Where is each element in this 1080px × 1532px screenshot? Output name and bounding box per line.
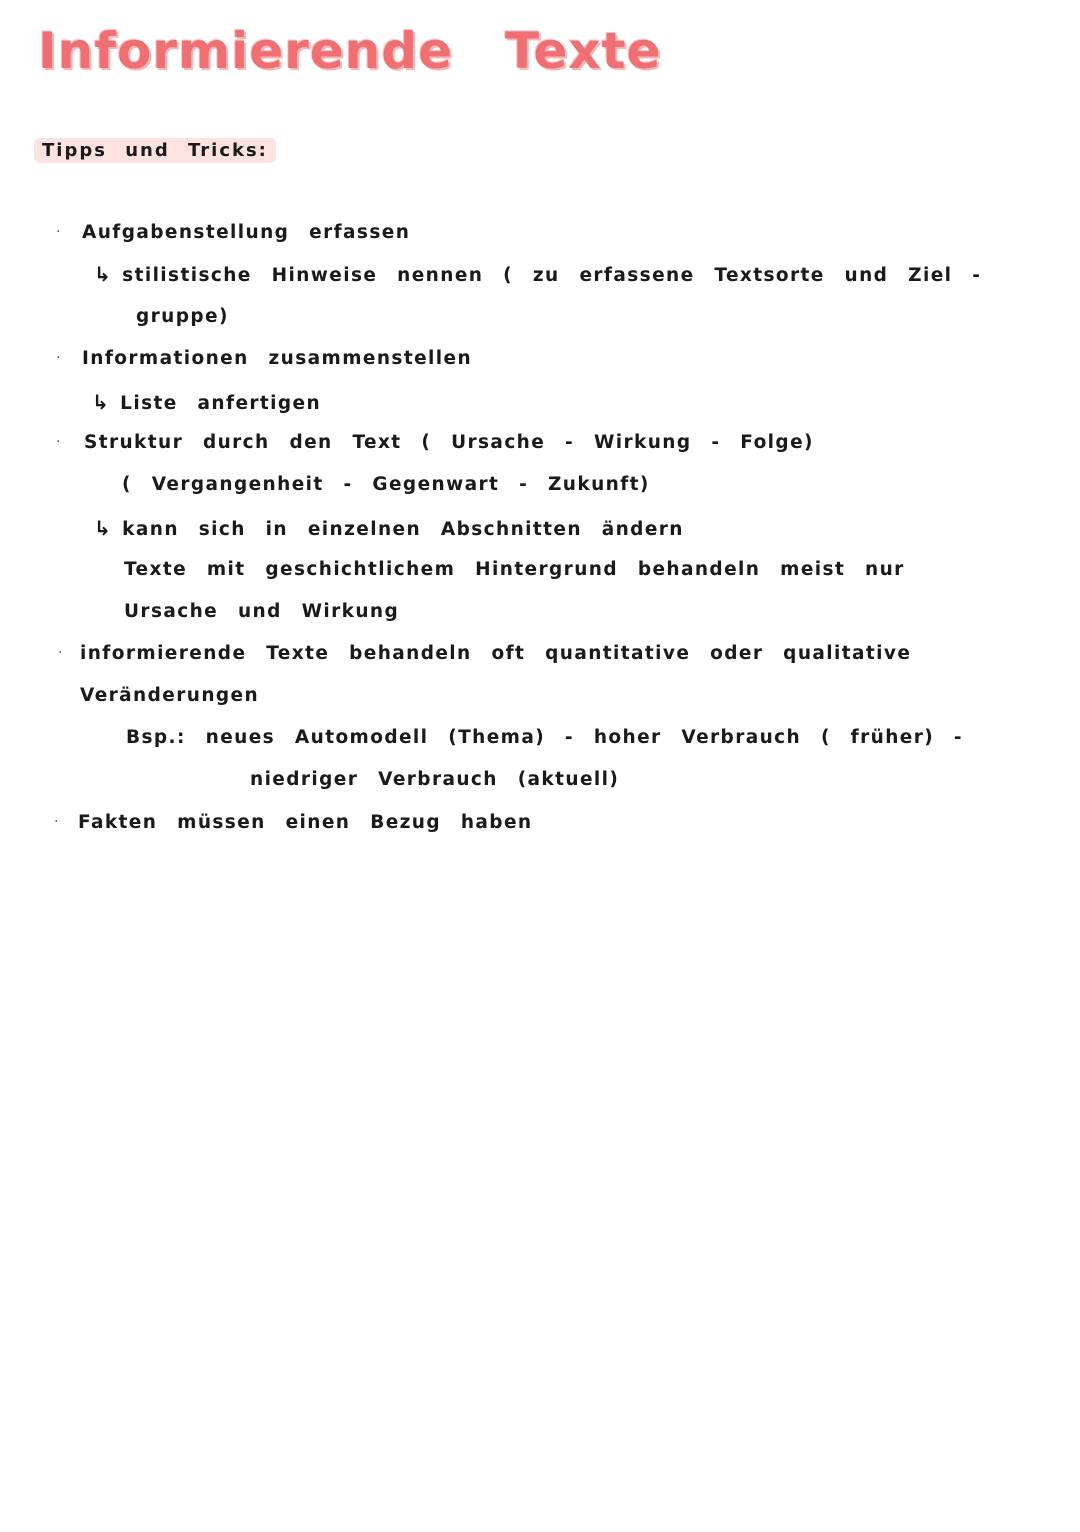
bullet-4: · [58, 645, 63, 661]
arrow-icon: ↳ [94, 262, 113, 286]
text-line-5 [92, 390, 321, 414]
text-line-15: Fakten müssen einen Bezug haben [78, 812, 533, 833]
page-title [38, 22, 661, 80]
text-line-2-content: stilistische Hinweise nennen ( zu erfassene Textsorte und Ziel - [122, 265, 982, 286]
arrow-icon: ↳ [92, 390, 111, 414]
bullet-3: · [56, 434, 61, 450]
text-line-13: Bsp.: neues Automodell (Thema) - hoher Verbrauch ( früher) - [126, 727, 964, 748]
text-line-6: Struktur durch den Text ( Ursache - Wirkung - Folge) [84, 432, 814, 453]
text-line-3: gruppe) [136, 306, 229, 327]
text-line-4: Informationen zusammenstellen [82, 348, 473, 369]
text-line-14: niedriger Verbrauch (aktuell) [250, 769, 620, 790]
text-line-9: Texte mit geschichtlichem Hintergrund behandeln meist nur [124, 559, 905, 580]
subtitle-tips: Tipps und Tricks: [34, 138, 276, 163]
text-line-8-content: kann sich in einzelnen Abschnitten ändern [122, 519, 684, 540]
text-line-2 [94, 262, 981, 286]
text-line-1: Aufgabenstellung erfassen [82, 222, 411, 243]
text-line-5-content: Liste anfertigen [120, 393, 322, 414]
title-word-2: Texte [504, 22, 662, 80]
bullet-2: · [56, 350, 61, 366]
title-word-1: Informierende [38, 22, 453, 80]
bullet-1: · [56, 224, 61, 240]
text-line-12: Veränderungen [80, 685, 260, 706]
bullet-5: · [54, 814, 59, 830]
text-line-8 [94, 516, 684, 540]
arrow-icon: ↳ [94, 516, 113, 540]
text-line-7: ( Vergangenheit - Gegenwart - Zukunft) [122, 474, 650, 495]
text-line-10: Ursache und Wirkung [124, 601, 400, 622]
text-line-11: informierende Texte behandeln oft quantitative oder qualitative [80, 643, 912, 664]
